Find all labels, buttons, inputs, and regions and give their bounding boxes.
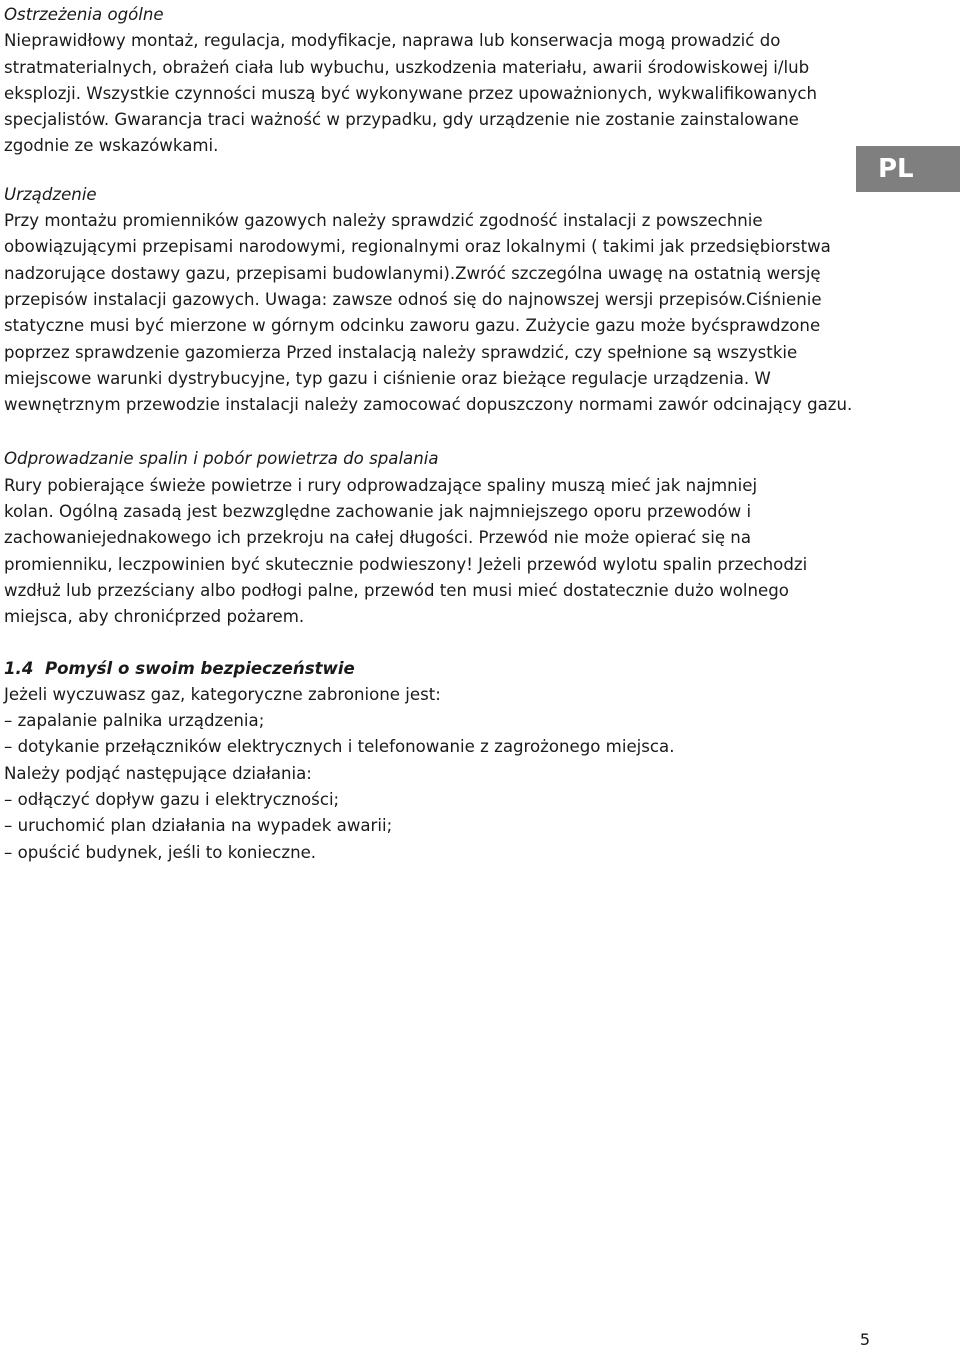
paragraph-line: obowiązującymi przepisami narodowymi, regionalnymi oraz lokalnymi ( takimi jak przedsiębiorstwa	[4, 237, 831, 257]
section-device	[4, 182, 872, 419]
paragraph-line: kolan. Ogólną zasadą jest bezwzględne zachowanie jak najmniejszego oporu przewodów i	[4, 502, 752, 522]
section-number: 1.4	[4, 658, 34, 678]
spacer	[4, 160, 872, 182]
paragraph-line: zachowaniejednakowego ich przekroju na całej długości. Przewód nie może opierać się na	[4, 528, 751, 548]
paragraph-line: wewnętrznym przewodzie instalacji należy zamocować dopuszczony normami zawór odcinający gazu.	[4, 395, 853, 415]
paragraph-line: poprzez sprawdzenie gazomierza Przed instalacją należy sprawdzić, czy spełnione są wszystkie	[4, 342, 798, 362]
paragraph-line: specjalistów. Gwarancja traci ważność w przypadku, gdy urządzenie nie zostanie zainstalowane	[4, 110, 799, 130]
list-item: – opuścić budynek, jeśli to konieczne.	[4, 842, 317, 862]
paragraph-line: miejscowe warunki dystrybucyjne, typ gazu i ciśnienie oraz bieżące regulacje urządzenia. W	[4, 368, 771, 388]
section-heading: Odprowadzanie spalin i pobór powietrza do spalania	[4, 449, 439, 469]
paragraph-line: nadzorujące dostawy gazu, przepisami budowlanymi).Zwróć szczególna uwagę na ostatnią wersję	[4, 263, 821, 283]
language-tab: PL	[856, 146, 960, 192]
list-item: – dotykanie przełączników elektrycznych i telefonowanie z zagrożonego miejsca.	[4, 737, 675, 757]
page-number: 5	[859, 1330, 870, 1349]
document-body	[4, 2, 872, 866]
paragraph-line: Jeżeli wyczuwasz gaz, kategoryczne zabronione jest:	[4, 684, 441, 704]
list-item: – uruchomić plan działania na wypadek awarii;	[4, 816, 393, 836]
section-heading: Urządzenie	[4, 184, 97, 204]
paragraph-line: wzdłuż lub przezściany albo podłogi palne, przewód ten musi mieć dostatecznie dużo wolnego	[4, 580, 789, 600]
paragraph-line: Rury pobierające świeże powietrze i rury odprowadzające spaliny muszą mieć jak najmniej	[4, 475, 758, 495]
paragraph-line: stratmaterialnych, obrażeń ciała lub wybuchu, uszkodzenia materiału, awarii środowiskowej i/lub	[4, 57, 810, 77]
section-heading: Ostrzeżenia ogólne	[4, 5, 164, 24]
paragraph-line: Przy montażu promienników gazowych należy sprawdzić zgodność instalacji z powszechnie	[4, 211, 763, 231]
section-flue	[4, 446, 872, 630]
section-title-text: Pomyśl o swoim bezpieczeństwie	[45, 658, 355, 678]
paragraph-line: zgodnie ze wskazówkami.	[4, 136, 219, 156]
paragraph-line: miejsca, aby chronićprzed pożarem.	[4, 607, 305, 627]
list-item: – odłączyć dopływ gazu i elektryczności;	[4, 790, 340, 810]
spacer	[4, 631, 872, 656]
paragraph-line: Nieprawidłowy montaż, regulacja, modyfikacje, naprawa lub konserwacja mogą prowadzić do	[4, 31, 781, 51]
section-title	[4, 656, 872, 682]
paragraph-line: przepisów instalacji gazowych. Uwaga: zawsze odnoś się do najnowszej wersji przepisów.Ciśnienie	[4, 289, 822, 309]
paragraph-line: promienniku, leczpowinien być skutecznie podwieszony! Jeżeli przewód wylotu spalin przechodzi	[4, 554, 808, 574]
list-item: – zapalanie palnika urządzenia;	[4, 711, 265, 731]
paragraph-line: Należy podjąć następujące działania:	[4, 763, 312, 783]
section-safety	[4, 656, 872, 866]
paragraph-line: eksplozji. Wszystkie czynności muszą być wykonywane przez upoważnionych, wykwalifikowanych	[4, 83, 818, 103]
spacer	[4, 418, 872, 446]
section-general-warnings	[4, 2, 872, 160]
paragraph-line: statyczne musi być mierzone w górnym odcinku zaworu gazu. Zużycie gazu może byćsprawdzone	[4, 316, 821, 336]
